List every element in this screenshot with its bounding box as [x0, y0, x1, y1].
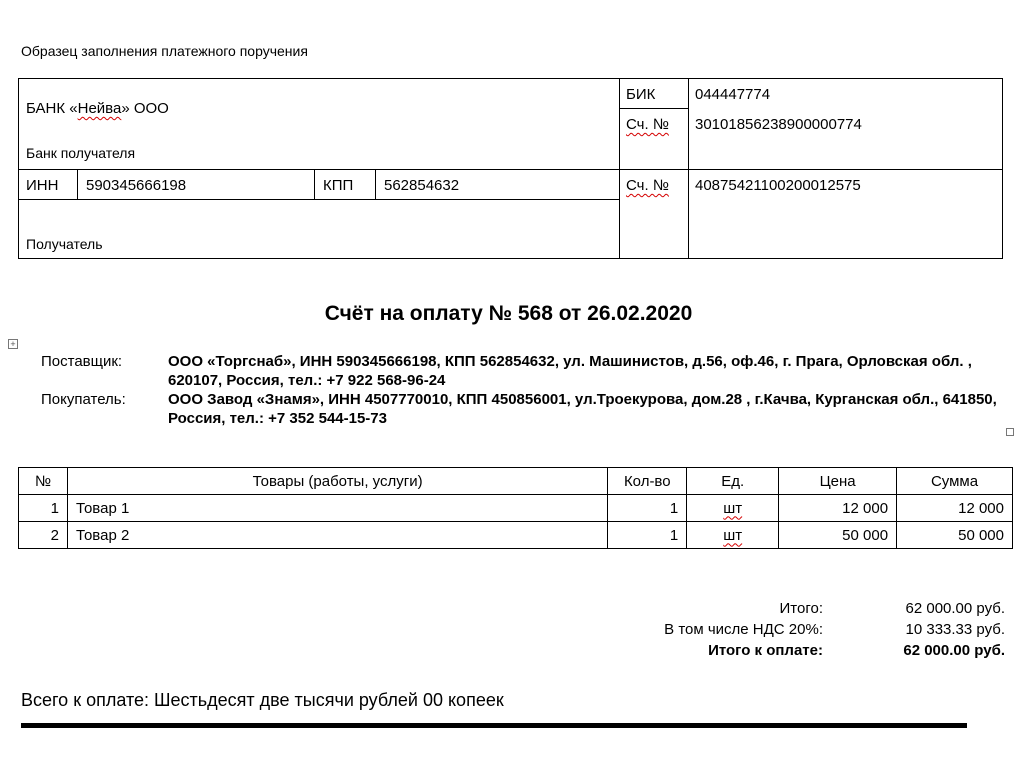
divider: [619, 108, 688, 109]
col-header-qty: Кол-во: [608, 468, 687, 495]
row-sum: 50 000: [897, 522, 1013, 549]
due-label: Итого к оплате:: [708, 642, 823, 659]
bottom-rule: [21, 723, 967, 728]
divider: [19, 199, 619, 200]
sample-title: Образец заполнения платежного поручения: [21, 43, 308, 59]
divider: [77, 169, 78, 199]
bank-details-table: [18, 78, 1003, 259]
corr-account-label: Сч. №: [626, 116, 669, 133]
row-qty: 1: [608, 495, 687, 522]
resize-handle-icon[interactable]: [1006, 428, 1014, 436]
divider: [375, 169, 376, 199]
col-header-goods: Товары (работы, услуги): [67, 468, 607, 495]
account-value: 40875421100200012575: [695, 177, 861, 194]
col-header-unit: Ед.: [687, 468, 779, 495]
due-value: 62 000.00 руб.: [903, 642, 1005, 659]
row-sum: 12 000: [897, 495, 1013, 522]
vat-label: В том числе НДС 20%:: [664, 621, 823, 638]
corr-account-value: 30101856238900000774: [695, 116, 862, 133]
kpp-value: 562854632: [384, 177, 460, 194]
row-price: 12 000: [779, 495, 897, 522]
row-number: 1: [19, 495, 68, 522]
kpp-label: КПП: [323, 177, 354, 194]
table-header-row: [19, 468, 1013, 495]
col-header-price: Цена: [779, 468, 897, 495]
total-label: Итого:: [779, 600, 823, 617]
col-header-sum: Сумма: [897, 468, 1013, 495]
row-goods: Товар 1: [67, 495, 607, 522]
bank-name: БАНК «Нейва» ООО: [26, 100, 169, 117]
row-unit: шт: [687, 522, 779, 549]
buyer-details: ООО Завод «Знамя», ИНН 4507770010, КПП 450856001, ул.Троекурова, дом.28 , г.Качва, Курганская обл., 641850, Россия, тел.: +7 352 544-15-73: [168, 391, 997, 427]
row-qty: 1: [608, 522, 687, 549]
invoice-title: Счёт на оплату № 568 от 26.02.2020: [324, 302, 693, 325]
total-value: 62 000.00 руб.: [905, 600, 1005, 617]
row-goods: Товар 2: [67, 522, 607, 549]
vat-value: 10 333.33 руб.: [905, 621, 1005, 638]
table-row: [19, 495, 1013, 522]
row-number: 2: [19, 522, 68, 549]
move-anchor-icon[interactable]: +: [8, 339, 18, 349]
supplier-details: ООО «Торгснаб», ИНН 590345666198, КПП 562854632, ул. Машинистов, д.56, оф.46, г. Прага, Орловская обл. , 620107, Россия, тел.: +7 922 568-96-24: [168, 353, 972, 389]
items-table: [18, 467, 1013, 549]
inn-value: 590345666198: [86, 177, 187, 194]
col-header-number: №: [19, 468, 68, 495]
recipient-label: Получатель: [26, 236, 103, 252]
amount-in-words: Всего к оплате: Шестьдесят две тысячи рублей 00 копеек: [21, 690, 504, 710]
row-unit: шт: [687, 495, 779, 522]
bik-value: 044447774: [695, 86, 771, 103]
supplier-label: Поставщик:: [41, 353, 123, 370]
account-label: Сч. №: [626, 177, 669, 194]
divider: [314, 169, 315, 199]
divider: [19, 169, 1003, 170]
bik-label: БИК: [626, 86, 656, 103]
inn-label: ИНН: [26, 177, 59, 194]
recipient-bank-label: Банк получателя: [26, 145, 136, 161]
buyer-label: Покупатель:: [41, 391, 126, 408]
row-price: 50 000: [779, 522, 897, 549]
table-row: [19, 522, 1013, 549]
